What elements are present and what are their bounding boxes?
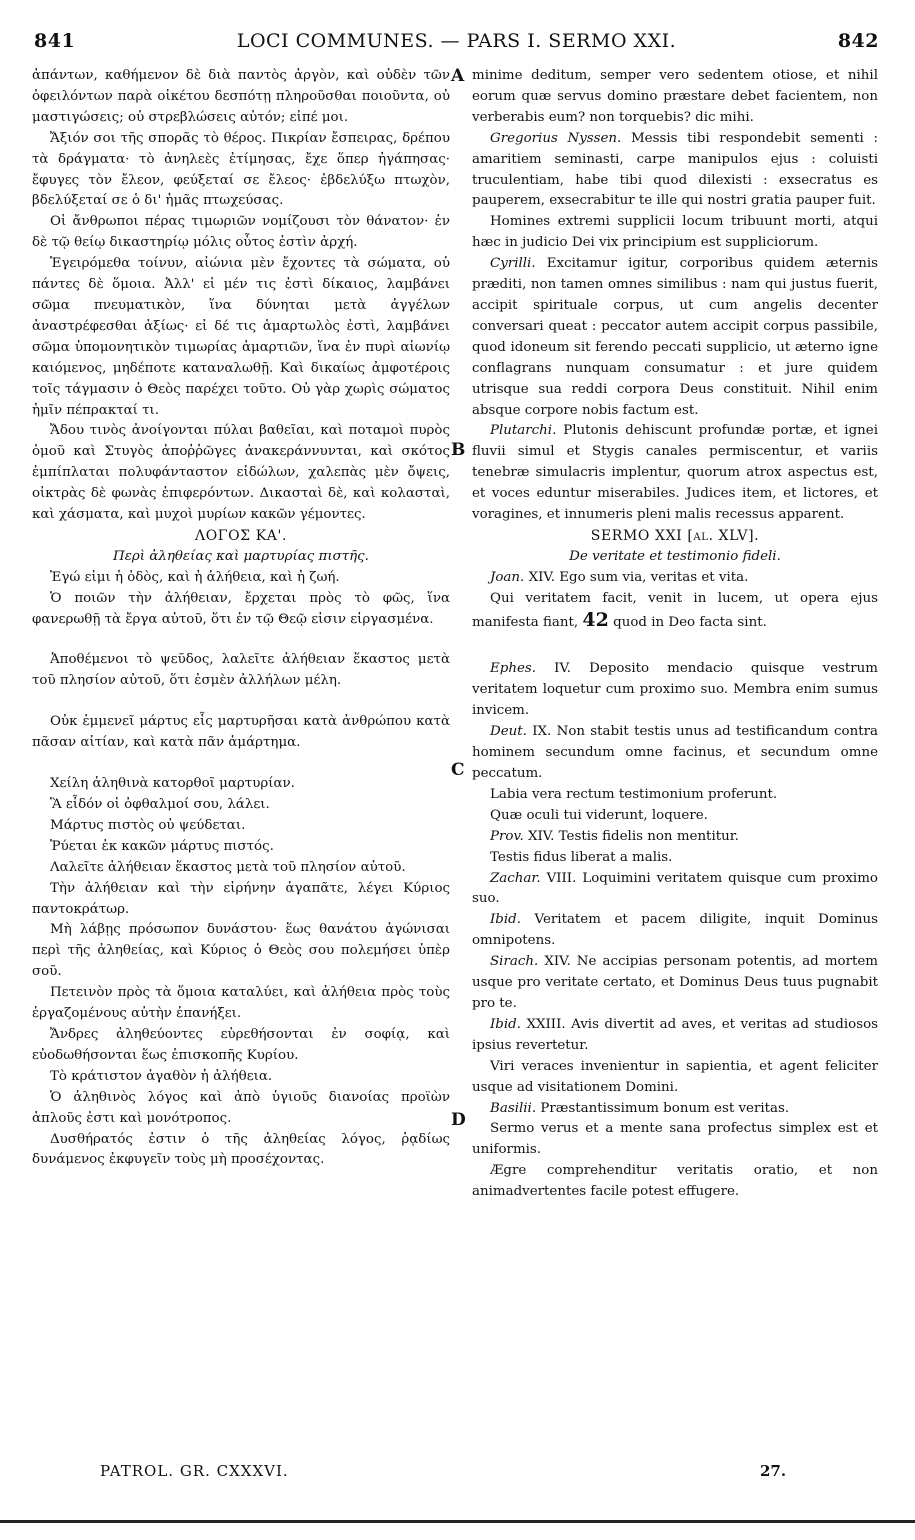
margin-marker-b: B bbox=[451, 440, 466, 460]
greek-paragraph: Μάρτυς πιστὸς οὐ ψεύδεται. bbox=[50, 817, 246, 833]
greek-section-subheading: Περὶ ἀληθείας καὶ μαρτυρίας πιστῆς. bbox=[113, 548, 369, 564]
bottom-rule bbox=[0, 1520, 915, 1523]
margin-marker-c: C bbox=[451, 760, 465, 780]
source-citation: Zachar. bbox=[490, 870, 541, 886]
latin-text: IX. Non stabit testis unus ad testificandum contra hominem secundum omne facinus, et secundum omne peccatum. bbox=[472, 724, 878, 781]
latin-paragraph bbox=[472, 254, 878, 421]
margin-marker-a: A bbox=[451, 66, 465, 86]
latin-paragraph: Testis fidus liberat a malis. bbox=[490, 849, 673, 865]
latin-text: VIII. Loquimini veritatem quisque cum proximo suo. bbox=[472, 870, 878, 907]
greek-paragraph: Λαλεῖτε ἀλήθειαν ἕκαστος μετὰ τοῦ πλησίον αὐτοῦ. bbox=[50, 859, 406, 875]
latin-paragraph bbox=[472, 568, 878, 589]
greek-paragraph: Ἄνδρες ἀληθεύοντες εὑρεθήσονται ἐν σοφίᾳ, καὶ εὐοδωθήσονται ἕως ἐπισκοπῆς Κυρίου. bbox=[32, 1026, 450, 1063]
greek-paragraph: Χείλη ἀληθινὰ κατορθοῖ μαρτυρίαν. bbox=[50, 776, 295, 792]
greek-paragraph: Οὐκ ἐμμενεῖ μάρτυς εἷς μαρτυρῆσαι κατὰ ἀνθρώπου κατὰ πᾶσαν αἰτίαν, καὶ κατὰ πᾶν ἁμάρτημα. bbox=[32, 714, 450, 751]
latin-paragraph: minime deditum, semper vero sedentem otiose, et nihil eorum quæ servus domino præstare debet facientem, non verberabis eum? non torquebis? dic mihi. bbox=[472, 68, 878, 125]
spacer bbox=[32, 692, 450, 712]
greek-paragraph: Ἀποθέμενοι τὸ ψεῦδος, λαλεῖτε ἀλήθειαν ἕκαστος μετὰ τοῦ πλησίον αὐτοῦ, ὅτι ἐσμὲν ἀλλήλων μέλη. bbox=[32, 652, 450, 689]
latin-paragraph bbox=[472, 1015, 878, 1057]
greek-paragraph: Ἄξιόν σοι τῆς σπορᾶς τὸ θέρος. Πικρίαν ἔσπειρας, δρέπου τὰ δράγματα· τὸ ἀνηλεὲς ἐτίμησας, ἔχε ὅπερ ἠγάπησας· ἔφυγες τὸν ἔλεον, φεύξεταί σε ἔλεος· ἐβδελύξω πτωχὸν, βδελύξεταί σε ὁ δι' ἡμᾶς πτωχεύσας. bbox=[32, 130, 450, 209]
latin-paragraph: Ægre comprehenditur veritatis oratio, et non animadvertentes facile potest effugere. bbox=[472, 1163, 878, 1200]
latin-paragraph: Quæ oculi tui viderunt, loquere. bbox=[490, 807, 708, 823]
latin-section-subheading: De veritate et testimonio fideli. bbox=[569, 548, 781, 564]
latin-paragraph bbox=[472, 869, 878, 911]
latin-paragraph bbox=[472, 129, 878, 213]
running-header bbox=[34, 30, 879, 58]
running-title: LOCI COMMUNES. — PARS I. SERMO XXI. bbox=[236, 30, 677, 52]
greek-paragraph: Τὸ κράτιστον ἀγαθὸν ἡ ἀλήθεια. bbox=[50, 1068, 273, 1084]
greek-paragraph: Ῥύεται ἐκ κακῶν μάρτυς πιστός. bbox=[50, 838, 274, 854]
volume-signature: PATROL. GR. CXXXVI. bbox=[100, 1462, 289, 1480]
source-citation: Cyrilli. bbox=[490, 256, 536, 272]
latin-paragraph: Viri veraces invenientur in sapientia, et agent feliciter usque ad visitationem Domini. bbox=[472, 1058, 878, 1095]
greek-paragraph: Ὁ ποιῶν τὴν ἀλήθειαν, ἔρχεται πρὸς τὸ φῶς, ἵνα φανερωθῇ τὰ ἔργα αὐτοῦ, ὅτι ἐν τῷ Θεῷ εἰσιν εἰργασμένα. bbox=[32, 590, 450, 627]
latin-paragraph bbox=[472, 722, 878, 785]
greek-paragraph: Τὴν ἀλήθειαν καὶ τὴν εἰρήνην ἀγαπᾶτε, λέγει Κύριος παντοκράτωρ. bbox=[32, 880, 450, 917]
greek-paragraph: Πετεινὸν πρὸς τὰ ὅμοια καταλύει, καὶ ἀλήθεια πρὸς τοὺς ἐργαζομένους αὐτὴν ἐπανήξει. bbox=[32, 985, 450, 1022]
latin-paragraph: Labia vera rectum testimonium proferunt. bbox=[490, 786, 778, 802]
latin-text: Plutonis dehiscunt profundæ portæ, et ignei fluvii simul et Stygis canales permiscentur, et variis tenebræ simulacris implentur, quorum atrox aspectus est, et voces eduntur miserabiles. Judices item, et lictores, et voragines, et innumeris pleni malis recessus apparent. bbox=[472, 423, 878, 523]
greek-paragraph: Ἃ εἶδόν οἱ ὀφθαλμοί σου, λάλει. bbox=[50, 797, 270, 812]
greek-column bbox=[32, 66, 450, 1171]
latin-paragraph bbox=[472, 659, 878, 722]
latin-paragraph bbox=[472, 1099, 878, 1120]
latin-paragraph bbox=[472, 952, 878, 1015]
latin-text: XIV. Testis fidelis non mentitur. bbox=[527, 828, 739, 844]
spacer bbox=[32, 630, 450, 650]
greek-paragraph: Οἱ ἄνθρωποι πέρας τιμωριῶν νομίζουσι τὸν θάνατον· ἐν δὲ τῷ θείῳ δικαστηρίῳ μόλις οὗτος ἐστὶν ἀρχή. bbox=[32, 214, 450, 251]
spacer bbox=[32, 754, 450, 774]
spacer bbox=[472, 633, 878, 659]
source-citation: Ephes. bbox=[490, 661, 537, 677]
latin-paragraph bbox=[472, 827, 878, 848]
source-citation: Basilii. bbox=[490, 1100, 537, 1116]
greek-paragraph: Ἐγειρόμεθα τοίνυν, αἰώνια μὲν ἔχοντες τὰ σώματα, οὐ πάντες δὲ ὅμοια. Ἀλλ' εἰ μέν τις ἐστὶ δίκαιος, λαμβάνει σῶμα πνευματικὸν, ἵνα δύνηται μετὰ ἀγγέλων ἀναστρέφεσθαι ἀξίως· εἰ δέ τις ἁμαρτωλὸς ἐστὶ, λαμβάνει σῶμα ὑπομονητικὸν τιμωρίας ἁμαρτιῶν, ἵνα ἐν πυρὶ αἰωνίῳ καιόμενος, μηδέποτε καταναλωθῇ. Καὶ δικαίως ἀμφοτέροις τοῖς τάγμασιν ὁ Θεὸς παρέχει τοῦτο. Οὐ γὰρ χωρὶς σώματος ἡμῖν πέπρακταί τι. bbox=[32, 256, 450, 418]
latin-text: Veritatem et pacem diligite, inquit Dominus omnipotens. bbox=[472, 912, 879, 949]
latin-text: XIV. Ego sum via, veritas et vita. bbox=[528, 569, 749, 585]
greek-paragraph: Ἄδου τινὸς ἀνοίγονται πύλαι βαθεῖαι, καὶ ποταμοὶ πυρὸς ὁμοῦ καὶ Στυγὸς ἀποῤῥῶγες ἀνακεράννυνται, καὶ σκότος ἐμπίπλαται πολυφάνταστον εἰδώλων, χαλεπὰς μὲν ὄψεις, οἰκτρὰς δὲ φωνὰς ἐπιφερόντων. Δικασταὶ δὲ, καὶ κολασταὶ, καὶ χάσματα, καὶ μυχοὶ μυρίων κακῶν γέμοντες. bbox=[32, 423, 450, 523]
latin-section-heading: SERMO XXI [al. XLV]. bbox=[590, 527, 760, 544]
latin-text: Præstantissimum bonum est veritas. bbox=[540, 1100, 790, 1116]
latin-paragraph: Homines extremi supplicii locum tribuunt morti, atqui hæc in judicio Dei vix principium est suppliciorum. bbox=[472, 214, 878, 251]
greek-paragraph: Δυσθήρατός ἐστιν ὁ τῆς ἀληθείας λόγος, ῥᾳδίως δυνάμενος ἐκφυγεῖν τοὺς μὴ προσέχοντας. bbox=[32, 1131, 450, 1168]
latin-text: Qui veritatem facit, venit in lucem, ut opera ejus manifesta fiant, bbox=[472, 590, 878, 630]
latin-text: quod in Deo facta sint. bbox=[613, 614, 767, 630]
greek-section-heading: ΛΟΓΟΣ ΚΑ'. bbox=[195, 527, 287, 544]
source-citation: Ibid. bbox=[490, 1016, 521, 1032]
latin-text: IV. Deposito mendacio quisque vestrum veritatem loquetur cum proximo suo. Membra enim sumus invicem. bbox=[472, 661, 878, 719]
greek-paragraph: Μὴ λάβῃς πρόσωπον δυνάστου· ἕως θανάτου ἀγώνισαι περὶ τῆς ἀληθείας, καὶ Κύριος ὁ Θεὸς σου πολεμήσει ὑπὲρ σοῦ. bbox=[32, 922, 450, 980]
latin-text: Excitamur igitur, corporibus quidem æternis præditi, non tamen omnes similibus : nam qui justus fuerit, accipit spirituale corpus, ut cum angelis decenter conversari queat : peccator autem accipit corpus passibile, quod idoneum sit ferendo peccati supplicio, ut æterno igne conflagrans nunquam consumatur : et jure quidem utrisque sua reddi corpora Deus constituit. Nihil enim absque corpore nobis factum est. bbox=[472, 256, 878, 418]
latin-paragraph bbox=[472, 421, 878, 526]
greek-paragraph: Ὁ ἀληθινὸς λόγος καὶ ἀπὸ ὑγιοῦς διανοίας προϊὼν ἁπλοῦς ἐστι καὶ μονότροπος. bbox=[32, 1089, 450, 1126]
latin-column bbox=[472, 66, 878, 1203]
source-citation: Joan. bbox=[490, 569, 525, 585]
source-citation: Prov. bbox=[490, 828, 524, 844]
latin-paragraph bbox=[472, 589, 878, 634]
column-number: 42 bbox=[582, 608, 609, 631]
latin-text: XIV. Ne accipias personam potentis, ad mortem usque pro veritate certato, et Dominus Deus tuus pugnabit pro te. bbox=[472, 954, 878, 1011]
source-citation: Ibid. bbox=[490, 912, 521, 928]
margin-marker-d: D bbox=[451, 1110, 466, 1130]
page-number-right: 842 bbox=[837, 30, 879, 52]
page-number-left: 841 bbox=[34, 30, 76, 52]
source-citation: Deut. bbox=[490, 724, 527, 740]
greek-paragraph: Ἐγώ εἰμι ἡ ὁδὸς, καὶ ἡ ἀλήθεια, καὶ ἡ ζωή. bbox=[50, 569, 340, 585]
latin-paragraph: Sermo verus et a mente sana profectus simplex est et uniformis. bbox=[472, 1121, 878, 1158]
latin-text: XXIII. Avis divertit ad aves, et veritas ad studiosos ipsius revertetur. bbox=[472, 1016, 878, 1053]
source-citation: Sirach. bbox=[490, 954, 539, 970]
source-citation: Gregorius Nyssen. bbox=[490, 130, 622, 146]
latin-paragraph bbox=[472, 910, 878, 952]
greek-paragraph: ἀπάντων, καθήμενον δὲ διὰ παντὸς ἀργὸν, καὶ οὐδὲν τῶν ὀφειλόντων παρὰ οἰκέτου δεσπότῃ πληροῦσθαι ποιοῦντα, οὐ μαστιγώσεις; οὐ στρεβλώσεις αὐτόν; εἰπέ μοι. bbox=[32, 68, 450, 125]
source-citation: Plutarchi. bbox=[490, 423, 557, 439]
gathering-number: 27. bbox=[760, 1462, 787, 1480]
latin-text: Messis tibi respondebit sementi : amaritiem seminasti, carpe manipulos ejus : coluisti truculentiam, habe tibi quod dilexisti : exsecratus es pauperem, exsecrabitur te ille qui nostri gratia pauper fuit. bbox=[472, 130, 878, 209]
